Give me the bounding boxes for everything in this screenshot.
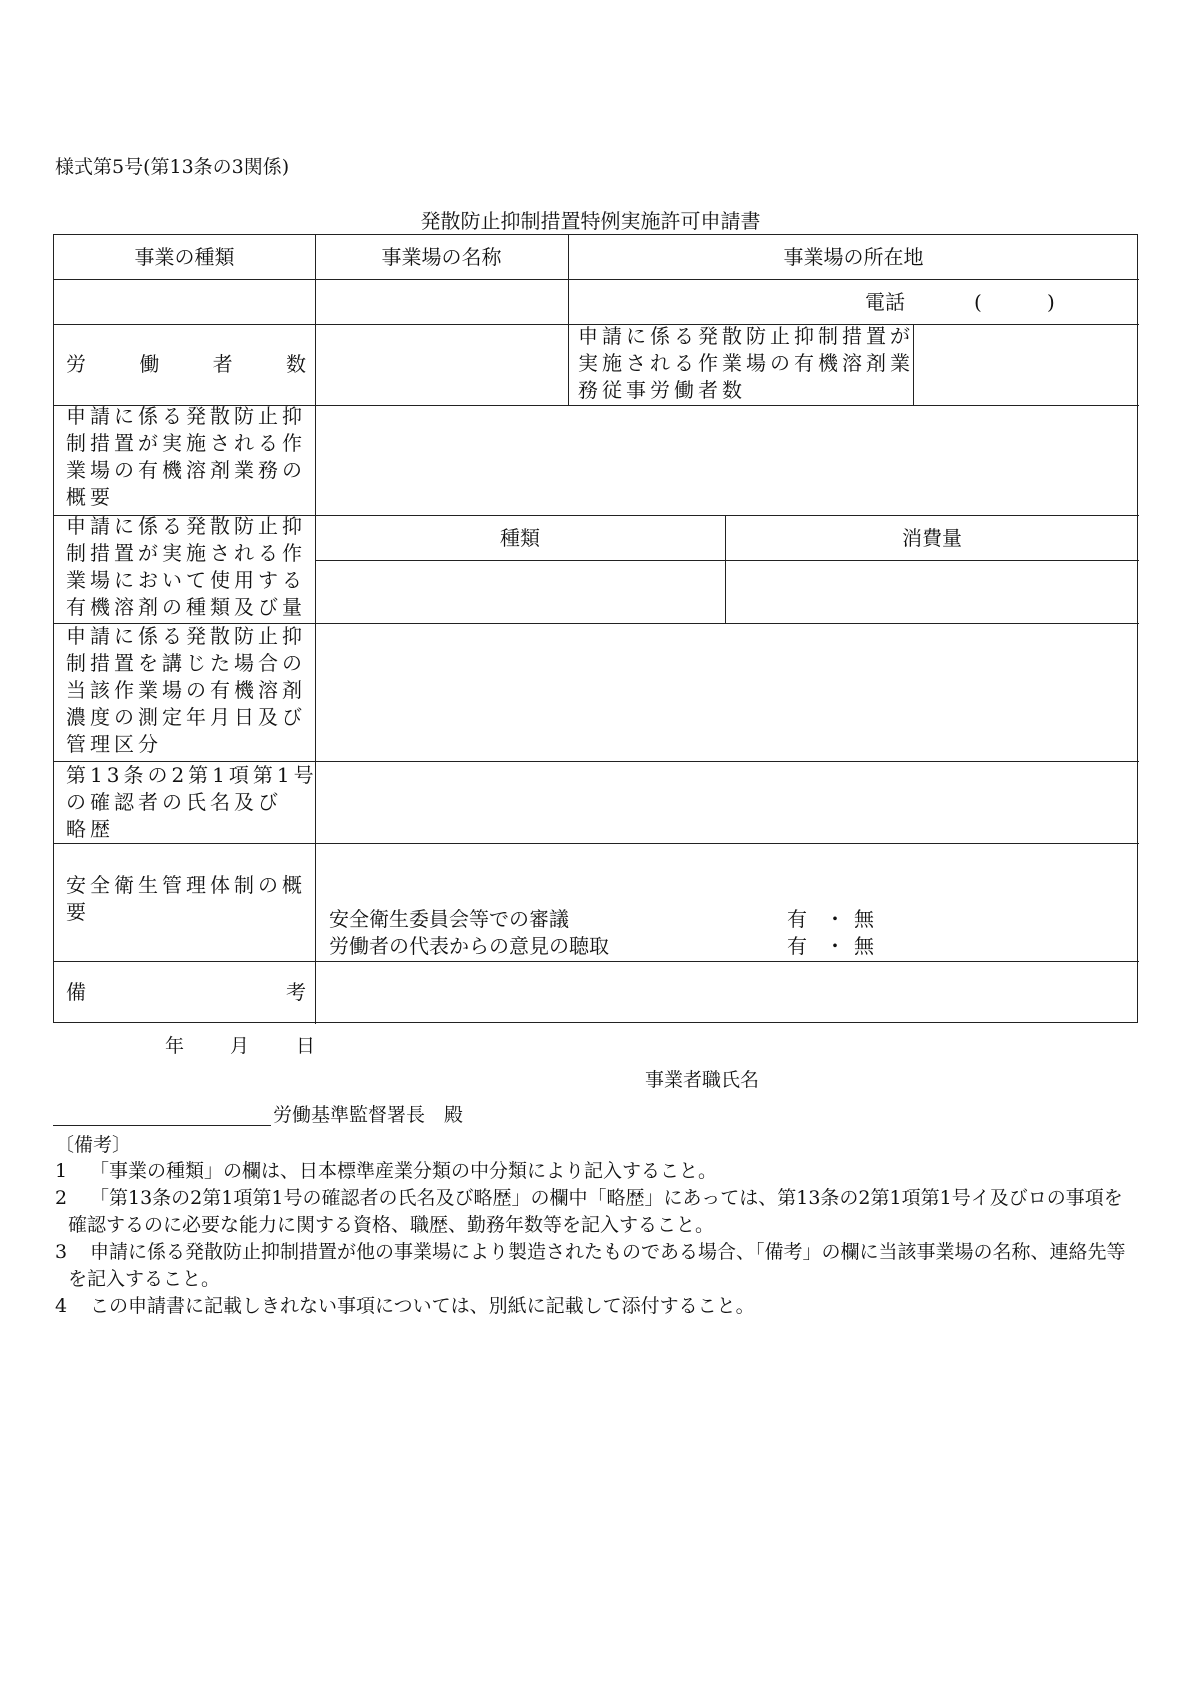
label-line: 務従事労働者数 bbox=[578, 378, 746, 402]
label-char: 者 bbox=[212, 352, 233, 376]
remarks-label bbox=[66, 979, 306, 1006]
note-number: 4 bbox=[55, 1295, 68, 1317]
label-line: 濃度の測定年月日及び bbox=[66, 705, 306, 729]
label-line: 申請に係る発散防止抑 bbox=[66, 624, 306, 648]
label-line: 概要 bbox=[66, 485, 114, 509]
note-number: 3 bbox=[55, 1241, 68, 1263]
header-workplace-name: 事業場の名称 bbox=[381, 245, 502, 269]
label-line: 申請に係る発散防止抑 bbox=[66, 404, 306, 428]
row-divider bbox=[54, 279, 1139, 280]
phone-label: 電話 bbox=[865, 290, 905, 314]
label-line: 制措置を講じた場合の bbox=[66, 651, 306, 675]
date-month-label: 月 bbox=[230, 1035, 250, 1057]
form-code: 様式第5号(第13条の3関係) bbox=[55, 156, 290, 178]
safety-item-committee: 安全衛生委員会等での審議 bbox=[329, 907, 569, 931]
solvent-type-amount-label bbox=[66, 513, 306, 621]
label-line: 有機溶剤の種類及び量 bbox=[66, 595, 306, 619]
note-text: この申請書に記載しきれない事項については、別紙に記載して添付すること。 bbox=[90, 1295, 755, 1317]
label-line: 管理区分 bbox=[66, 732, 162, 756]
measurement-label bbox=[66, 623, 306, 758]
workers-count-label bbox=[66, 351, 306, 378]
label-char: 働 bbox=[139, 352, 160, 376]
organic-solvent-workers-label bbox=[578, 323, 914, 404]
label-char: 考 bbox=[286, 980, 306, 1004]
committee-yes: 有 bbox=[787, 907, 807, 931]
label-line: 制措置が実施される作 bbox=[66, 431, 306, 455]
label-char: 数 bbox=[285, 352, 306, 376]
header-business-type: 事業の種類 bbox=[134, 245, 235, 269]
label-line: 業場の有機溶剤業務の bbox=[66, 458, 306, 482]
header-workplace-address: 事業場の所在地 bbox=[783, 245, 924, 269]
application-table bbox=[53, 234, 1138, 1023]
note-item bbox=[55, 1158, 1130, 1185]
opinion-separator: ・ bbox=[825, 934, 845, 958]
committee-no: 無 bbox=[854, 907, 874, 931]
document-title: 発散防止抑制措置特例実施許可申請書 bbox=[420, 209, 761, 233]
label-line: 制措置が実施される作 bbox=[66, 541, 306, 565]
committee-separator: ・ bbox=[825, 907, 845, 931]
label-char: 労 bbox=[66, 352, 86, 376]
label-line: の確認者の氏名及び bbox=[66, 790, 282, 814]
work-summary-label bbox=[66, 403, 306, 511]
label-line: 申請に係る発散防止抑制措置が bbox=[578, 324, 914, 348]
label-line: 実施される作業場の有機溶剤業 bbox=[578, 351, 914, 375]
label-line: 申請に係る発散防止抑 bbox=[66, 514, 306, 538]
date-day-label: 日 bbox=[296, 1035, 316, 1057]
note-item bbox=[55, 1239, 1130, 1293]
employer-name-label: 事業者職氏名 bbox=[645, 1069, 760, 1091]
label-line: 第13条の2第1項第1号 bbox=[66, 763, 318, 787]
office-name-blank bbox=[53, 1125, 271, 1126]
safety-item-worker-opinion: 労働者の代表からの意見の聴取 bbox=[329, 934, 609, 958]
row-divider bbox=[315, 560, 1139, 561]
notes-heading: 〔備考〕 bbox=[55, 1134, 132, 1156]
opinion-yes: 有 bbox=[787, 934, 807, 958]
addressee: 労働基準監督署長 殿 bbox=[273, 1104, 464, 1126]
note-text: 申請に係る発散防止抑制措置が他の事業場により製造されたものである場合、「備考」の欄に当該事業場の名称、連絡先等を記入すること。 bbox=[68, 1241, 1126, 1290]
date-year-label: 年 bbox=[165, 1035, 185, 1057]
confirmer-label bbox=[66, 762, 318, 843]
label-line: 略歴 bbox=[66, 817, 114, 841]
row-divider bbox=[54, 961, 1139, 962]
label-line: 当該作業場の有機溶剤 bbox=[66, 678, 306, 702]
label-line: 安全衛生管理体制の概 bbox=[66, 873, 306, 897]
safety-management-label bbox=[66, 872, 306, 926]
solvent-type-header: 種類 bbox=[500, 526, 540, 550]
solvent-consumption-header: 消費量 bbox=[902, 526, 962, 550]
label-line: 業場において使用する bbox=[66, 568, 306, 592]
phone-paren-close: ) bbox=[1047, 290, 1055, 314]
note-text: 「第13条の2第1項第1号の確認者の氏名及び略歴」の欄中「略歴」にあっては、第13条の2第1項第1号イ及びロの事項を確認するのに必要な能力に関する資格、職歴、勤務年数等を記入すること。 bbox=[68, 1187, 1123, 1236]
note-number: 1 bbox=[55, 1160, 68, 1182]
note-item bbox=[55, 1185, 1130, 1239]
note-text: 「事業の種類」の欄は、日本標準産業分類の中分類により記入すること。 bbox=[90, 1160, 718, 1182]
note-number: 2 bbox=[55, 1187, 68, 1209]
opinion-no: 無 bbox=[854, 934, 874, 958]
label-char: 備 bbox=[66, 980, 86, 1004]
phone-paren-open: ( bbox=[974, 290, 982, 314]
row-divider bbox=[54, 843, 1139, 844]
column-divider bbox=[315, 235, 316, 1024]
label-line: 要 bbox=[66, 900, 90, 924]
note-item bbox=[55, 1293, 1130, 1320]
